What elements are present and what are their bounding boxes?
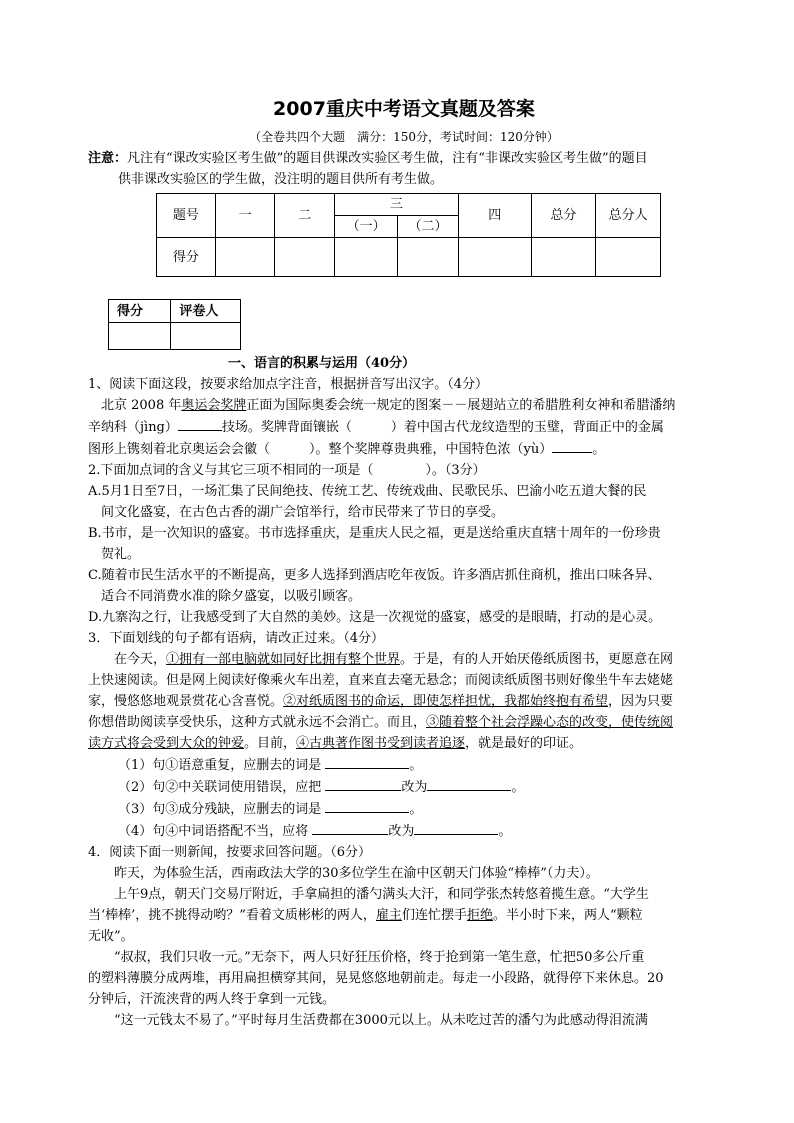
q4-paragraph: “这一元钱太不易了。”平时每月生活费都在3000元以上。从未吃过苦的潘勺为此感动得泪流满 (114, 1013, 648, 1028)
q1-stem: 1、阅读下面这段，按要求给加点字注音，根据拼音写出汉字。（4分） (88, 377, 489, 392)
q3-sub-3 (88, 798, 720, 820)
q1-text: 。 (592, 442, 606, 457)
q3-passage-line (88, 649, 720, 670)
exam-page (88, 96, 720, 1031)
score-cell[interactable] (458, 238, 531, 277)
score-cell[interactable] (215, 238, 275, 277)
answer-blank[interactable] (325, 798, 409, 813)
q3-sub-text: （3）句③成分残缺，应删去的词是 (118, 802, 322, 817)
grader-score-label: 得分 (109, 300, 171, 323)
answer-blank[interactable] (414, 820, 498, 835)
note (88, 148, 720, 169)
note-label: 注意： (88, 151, 128, 166)
q4-paragraph-cont (88, 905, 720, 926)
q1-line (88, 438, 720, 460)
score-header-3: 三 (335, 194, 459, 216)
q3-text: 在今天， (114, 652, 167, 667)
score-header-2: 二 (275, 194, 335, 238)
q4-paragraph-cont: 无收”。 (88, 929, 134, 944)
answer-blank[interactable] (312, 820, 388, 835)
q3-passage-line (88, 733, 720, 754)
q1-text: 图形上镌刻着北京奥运会会徽（ ）。整个奖牌尊贵典雅，中国特色浓（yù） (88, 442, 553, 457)
q3-stem: 3．下面划线的句子都有语病，请改正过来。（4分） (88, 631, 385, 646)
score-header-1: 一 (215, 194, 275, 238)
q3-text: ，就是最好的印证。 (465, 736, 583, 751)
q2-option-a: A.5月1日至7日，一场汇集了民间绝技、传统工艺、传统戏曲、民歌民乐、巴渝小吃五道大餐的民 (88, 484, 647, 499)
score-cell[interactable] (275, 238, 335, 277)
q4-underlined-word: 拒绝 (466, 908, 493, 923)
q3-text: 你想借助阅读享受快乐，这种方式就永远不会消亡。而且， (88, 715, 427, 730)
score-header-grader: 总分人 (596, 194, 661, 238)
q1-text: 辛纳科（jìng） (88, 420, 178, 435)
q3-sub-end: 。 (409, 802, 423, 817)
grader-name-cell[interactable] (171, 323, 241, 350)
q3-sentence-4: ④古典著作图书受到读者追逐 (296, 736, 466, 751)
score-header-3b: （二） (398, 216, 459, 238)
score-cell[interactable] (398, 238, 459, 277)
q2-stem: 2.下面加点词的含义与其它三项不相同的一项是（ ）。（3分） (88, 463, 486, 478)
q3-text: 家，慢悠悠地观景赏花心含喜悦。 (88, 694, 284, 709)
q3-text: 。于是，有的人开始厌倦纸质图书，更愿意在网 (400, 652, 674, 667)
answer-blank[interactable] (552, 438, 592, 453)
q4-underlined-word: 雇主 (375, 908, 402, 923)
q2-option-a-cont: 间文化盛宴，在古色古香的湖广会馆举行，给市民带来了节日的享受。 (101, 505, 505, 520)
q1-text: 北京 2008 年 (101, 398, 182, 413)
score-cell[interactable] (531, 238, 596, 277)
q3-text: ，因为只要 (608, 694, 674, 709)
score-header-tihao: 题号 (157, 194, 216, 238)
answer-blank[interactable] (178, 416, 222, 431)
section-heading: 一、语言的积累与运用（40分） (228, 356, 416, 371)
q3-sub-end: 。 (409, 758, 423, 773)
q3-sub-text: 改为 (388, 824, 415, 839)
q4-text: 。半小时下来，两人“颗粒 (492, 908, 643, 923)
grader-table (108, 299, 241, 350)
q2-option-c: C.随着市民生活水平的不断提高，更多人选择到酒店吃年夜饭。许多酒店抓住商机，推出口味各异、 (88, 568, 661, 583)
q3-sub-text: （4）句④中词语搭配不当，应将 (118, 824, 309, 839)
note-line-1: 凡注有“课改实验区考生做”的题目供课改实验区考生做，注有“非课改实验区考生做”的题目 (127, 151, 648, 166)
q1-line (88, 416, 720, 438)
q3-sub-end: 。 (511, 780, 525, 795)
score-cell[interactable] (335, 238, 398, 277)
score-header-4: 四 (458, 194, 531, 238)
q4-paragraph: 上午9点，朝天门交易厅附近，手拿扁担的潘勺满头大汗，和同学张杰转悠着揽生意。“大学生 (114, 887, 649, 902)
q4-paragraph-cont: 分钟后，汗流浃背的两人终于拿到一元钱。 (88, 992, 336, 1007)
score-table (156, 193, 661, 277)
q3-sentence-2: ②对纸质图书的命运，即使怎样担忧，我都始终抱有希望 (283, 694, 609, 709)
q2-option-b: B.书市，是一次知识的盛宴。书市选择重庆，是重庆人民之福，更是送给重庆直辖十周年的一份珍贵 (88, 526, 661, 541)
exam-subtitle: （全卷共四个大题 满分：150分，考试时间：120分钟） (249, 130, 559, 144)
q1-line (88, 395, 720, 416)
answer-blank[interactable] (325, 754, 409, 769)
answer-blank[interactable] (325, 776, 401, 791)
q3-passage-line (88, 712, 720, 733)
q4-paragraph-cont: 的塑料薄膜分成两堆，再用扁担横穿其间，晃晃悠悠地朝前走。每走一小段路，就得停下来休息。20 (88, 971, 664, 986)
grader-score-cell[interactable] (109, 323, 171, 350)
q4-text: 当‘棒棒’，挑不挑得动哟？”看着文质彬彬的两人， (88, 908, 376, 923)
q4-stem: 4．阅读下面一则新闻，按要求回答问题。（6分） (88, 845, 372, 860)
grader-name-label: 评卷人 (171, 300, 241, 323)
q3-sub-text: （1）句①语意重复，应删去的词是 (118, 758, 322, 773)
q3-sub-text: 改为 (401, 780, 428, 795)
q3-text: 。目前， (244, 736, 297, 751)
q3-sentence-3-cont: 读方式将会受到大众的钟爱 (88, 736, 245, 751)
answer-blank[interactable] (427, 776, 511, 791)
q3-passage-line (88, 691, 720, 712)
q3-passage-line: 上快速阅读。但是网上阅读好像乘火车出差，直来直去毫无悬念；而阅读纸质图书则好像坐牛车去姥姥 (88, 673, 674, 688)
q2-option-b-cont: 贺礼。 (101, 547, 141, 562)
q1-underlined: 奥运会奖牌 (181, 398, 247, 413)
score-cell[interactable] (596, 238, 661, 277)
score-header-3a: （一） (335, 216, 398, 238)
q3-sub-1 (88, 754, 720, 776)
score-header-total: 总分 (531, 194, 596, 238)
page-title: 2007重庆中考语文真题及答案 (273, 98, 535, 120)
q4-paragraph: “叔叔，我们只收一元。”无奈下，两人只好狂压价格，终于抢到第一笔生意，忙把50多公斤重 (114, 950, 645, 965)
q1-text: 技场。奖牌背面镶嵌（ ）着中国古代龙纹造型的玉璧，背面正中的金属 (221, 420, 664, 435)
q3-sub-end: 。 (498, 824, 512, 839)
q3-sub-text: （2）句②中关联词使用错误，应把 (118, 780, 322, 795)
q2-option-d: D.九寨沟之行，让我感受到了大自然的美妙。这是一次视觉的盛宴，感受的是眼睛，打动的是心灵。 (88, 610, 662, 625)
q3-sub-4 (88, 820, 720, 842)
q1-text: 正面为国际奥委会统一规定的图案－－展翅站立的希腊胜利女神和希腊潘纳 (246, 398, 676, 413)
note-line-2: 供非课改实验区的学生做，没注明的题目供所有考生做。 (118, 172, 444, 187)
q2-option-c-cont: 适合不同消费水准的除夕盛宴，以吸引顾客。 (101, 589, 362, 604)
score-row-label: 得分 (157, 238, 216, 277)
q3-sentence-1: ①拥有一部电脑就如同好比拥有整个世界 (166, 652, 401, 667)
q3-sub-2 (88, 776, 720, 798)
q4-text: 们连忙摆手 (401, 908, 467, 923)
q4-paragraph: 昨天，为体验生活，西南政法大学的30多位学生在渝中区朝天门体验“棒棒”（力夫）。 (114, 866, 599, 881)
q3-sentence-3: ③随着整个社会浮躁心态的改变，使传统阅 (426, 715, 674, 730)
